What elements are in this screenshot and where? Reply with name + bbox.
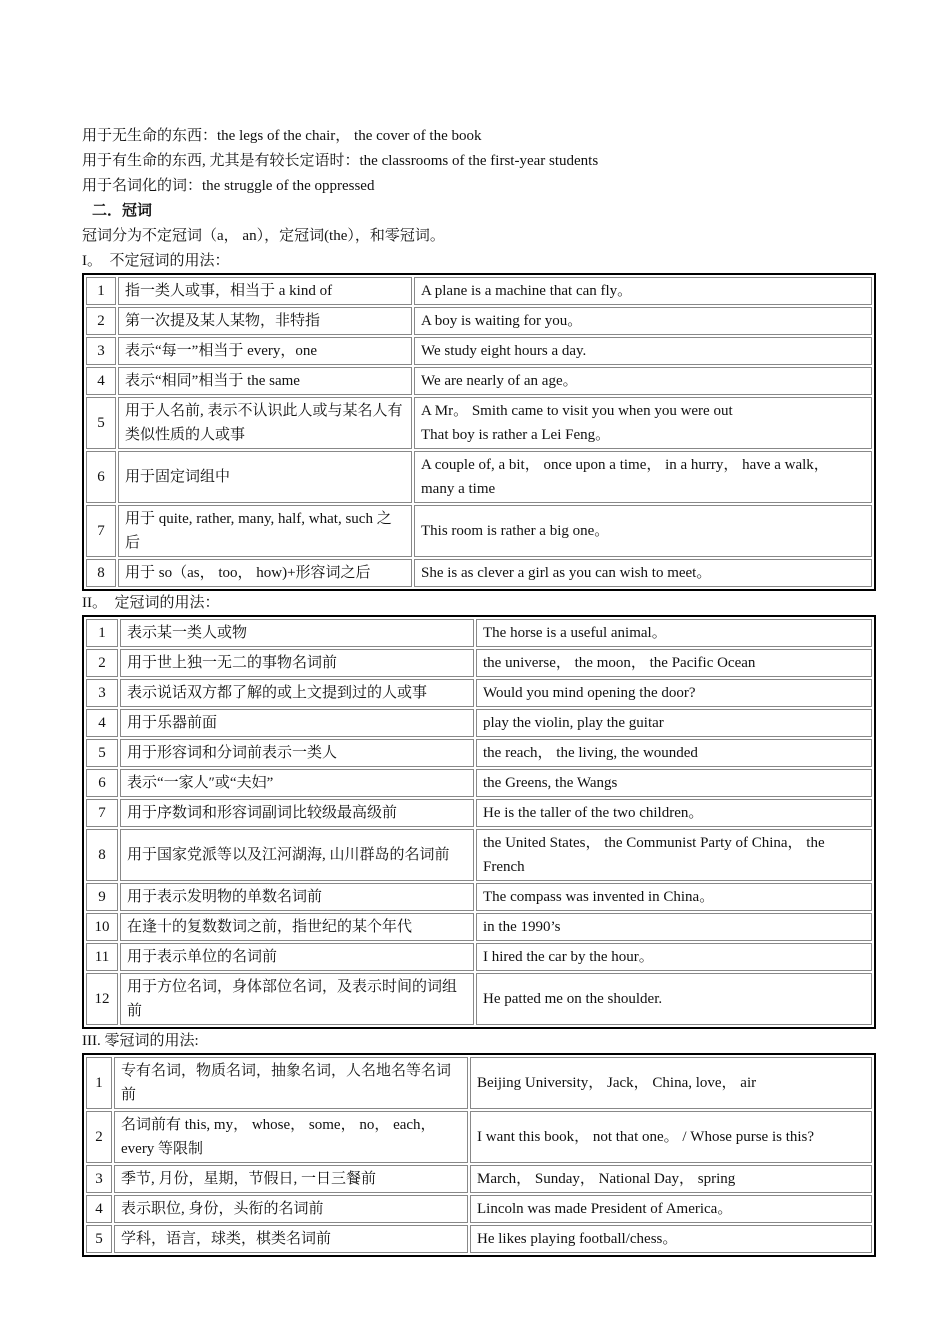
usage-cell: 表示“相同”相当于 the same xyxy=(118,367,412,395)
example-cell: This room is rather a big one。 xyxy=(414,505,872,557)
usage-cell: 用于固定词组中 xyxy=(118,451,412,503)
usage-cell: 用于表示发明物的单数名词前 xyxy=(120,883,474,911)
example-cell: The horse is a useful animal。 xyxy=(476,619,872,647)
table-row xyxy=(86,505,872,557)
row-number: 3 xyxy=(86,679,118,707)
example-cell: the Greens, the Wangs xyxy=(476,769,872,797)
example-cell: A boy is waiting for you。 xyxy=(414,307,872,335)
usage-cell: 表示“每一”相当于 every，one xyxy=(118,337,412,365)
example-cell: the universe， the moon， the Pacific Ocean xyxy=(476,649,872,677)
row-number: 10 xyxy=(86,913,118,941)
example-cell: the United States， the Communist Party of China， the French xyxy=(476,829,872,881)
table-row xyxy=(86,367,872,395)
indefinite-label: I。 不定冠词的用法： xyxy=(82,253,230,269)
table-row xyxy=(86,1225,872,1253)
usage-cell: 季节, 月份，星期，节假日, 一日三餐前 xyxy=(114,1165,468,1193)
usage-cell: 用于序数词和形容词副词比较级最高级前 xyxy=(120,799,474,827)
usage-cell: 表示职位, 身份，头衔的名词前 xyxy=(114,1195,468,1223)
usage-cell: 第一次提及某人某物，非特指 xyxy=(118,307,412,335)
example-cell: He likes playing football/chess。 xyxy=(470,1225,872,1253)
usage-cell: 用于形容词和分词前表示一类人 xyxy=(120,739,474,767)
example-cell: We are nearly of an age。 xyxy=(414,367,872,395)
example-cell: A couple of, a bit， once upon a time， in a hurry， have a walk， many a time xyxy=(414,451,872,503)
usage-cell: 在逢十的复数数词之前，指世纪的某个年代 xyxy=(120,913,474,941)
usage-cell: 用于国家党派等以及江河湖海, 山川群岛的名词前 xyxy=(120,829,474,881)
table-row xyxy=(86,649,872,677)
row-number: 12 xyxy=(86,973,118,1025)
zero-article-table xyxy=(82,1053,876,1257)
table-row xyxy=(86,1111,872,1163)
row-number: 5 xyxy=(86,739,118,767)
table-row xyxy=(86,337,872,365)
example-cell: the reach， the living, the wounded xyxy=(476,739,872,767)
table-row xyxy=(86,679,872,707)
row-number: 4 xyxy=(86,367,116,395)
example-cell: I want this book， not that one。 / Whose purse is this? xyxy=(470,1111,872,1163)
table-row xyxy=(86,1195,872,1223)
usage-cell: 用于 quite, rather, many, half, what, such 之后 xyxy=(118,505,412,557)
table-row xyxy=(86,883,872,911)
row-number: 5 xyxy=(86,397,116,449)
row-number: 8 xyxy=(86,829,118,881)
intro-line-1: 用于无生命的东西：the legs of the chair， the cover of the book xyxy=(82,128,482,144)
definite-label: II。 定冠词的用法： xyxy=(82,595,220,611)
example-cell: in the 1990’s xyxy=(476,913,872,941)
table-row xyxy=(86,769,872,797)
usage-cell: 表示说话双方都了解的或上文提到过的人或事 xyxy=(120,679,474,707)
row-number: 3 xyxy=(86,1165,112,1193)
example-cell: I hired the car by the hour。 xyxy=(476,943,872,971)
document-page xyxy=(82,124,876,1257)
example-cell: A Mr。 Smith came to visit you when you were out That boy is rather a Lei Feng。 xyxy=(414,397,872,449)
table-row xyxy=(86,451,872,503)
example-cell: We study eight hours a day. xyxy=(414,337,872,365)
row-number: 6 xyxy=(86,769,118,797)
usage-cell: 表示“一家人″或“夫妇” xyxy=(120,769,474,797)
table-row xyxy=(86,799,872,827)
row-number: 6 xyxy=(86,451,116,503)
indefinite-article-table xyxy=(82,273,876,591)
example-cell: The compass was invented in China。 xyxy=(476,883,872,911)
table-row xyxy=(86,943,872,971)
usage-cell: 指一类人或事，相当于 a kind of xyxy=(118,277,412,305)
example-cell: Would you mind opening the door? xyxy=(476,679,872,707)
row-number: 7 xyxy=(86,505,116,557)
example-cell: play the violin, play the guitar xyxy=(476,709,872,737)
table-row xyxy=(86,709,872,737)
example-cell: Lincoln was made President of America。 xyxy=(470,1195,872,1223)
row-number: 1 xyxy=(86,619,118,647)
intro-line-2: 用于有生命的东西, 尤其是有较长定语时：the classrooms of the first-year students xyxy=(82,153,599,169)
section-intro: 冠词分为不定冠词（a， an），定冠词(the），和零冠词。 xyxy=(82,228,445,244)
table-row xyxy=(86,277,872,305)
table-row xyxy=(86,913,872,941)
table-row xyxy=(86,619,872,647)
intro-line-3: 用于名词化的词：the struggle of the oppressed xyxy=(82,178,375,194)
row-number: 2 xyxy=(86,1111,112,1163)
usage-cell: 表示某一类人或物 xyxy=(120,619,474,647)
row-number: 2 xyxy=(86,307,116,335)
usage-cell: 用于乐器前面 xyxy=(120,709,474,737)
usage-cell: 用于 so（as， too， how)+形容词之后 xyxy=(118,559,412,587)
usage-cell: 用于世上独一无二的事物名词前 xyxy=(120,649,474,677)
example-cell: A plane is a machine that can fly。 xyxy=(414,277,872,305)
row-number: 9 xyxy=(86,883,118,911)
table-row xyxy=(86,1165,872,1193)
table-row xyxy=(86,397,872,449)
row-number: 4 xyxy=(86,1195,112,1223)
row-number: 4 xyxy=(86,709,118,737)
table-row xyxy=(86,973,872,1025)
table-row xyxy=(86,559,872,587)
usage-cell: 专有名词，物质名词，抽象名词，人名地名等名词前 xyxy=(114,1057,468,1109)
row-number: 3 xyxy=(86,337,116,365)
table-row xyxy=(86,739,872,767)
section-title: 二．冠词 xyxy=(92,203,153,219)
usage-cell: 用于表示单位的名词前 xyxy=(120,943,474,971)
row-number: 5 xyxy=(86,1225,112,1253)
example-cell: He patted me on the shoulder. xyxy=(476,973,872,1025)
table-row xyxy=(86,829,872,881)
row-number: 8 xyxy=(86,559,116,587)
usage-cell: 用于人名前, 表示不认识此人或与某名人有类似性质的人或事 xyxy=(118,397,412,449)
usage-cell: 学科，语言，球类，棋类名词前 xyxy=(114,1225,468,1253)
zero-label: III. 零冠词的用法: xyxy=(82,1033,199,1049)
example-cell: Beijing University， Jack， China, love， air xyxy=(470,1057,872,1109)
definite-article-table xyxy=(82,615,876,1029)
example-cell: March， Sunday， National Day， spring xyxy=(470,1165,872,1193)
table-row xyxy=(86,1057,872,1109)
row-number: 1 xyxy=(86,1057,112,1109)
row-number: 7 xyxy=(86,799,118,827)
row-number: 2 xyxy=(86,649,118,677)
usage-cell: 名词前有 this, my， whose， some， no， each， every 等限制 xyxy=(114,1111,468,1163)
row-number: 11 xyxy=(86,943,118,971)
example-cell: He is the taller of the two children。 xyxy=(476,799,872,827)
table-row xyxy=(86,307,872,335)
usage-cell: 用于方位名词，身体部位名词，及表示时间的词组前 xyxy=(120,973,474,1025)
row-number: 1 xyxy=(86,277,116,305)
example-cell: She is as clever a girl as you can wish to meet。 xyxy=(414,559,872,587)
